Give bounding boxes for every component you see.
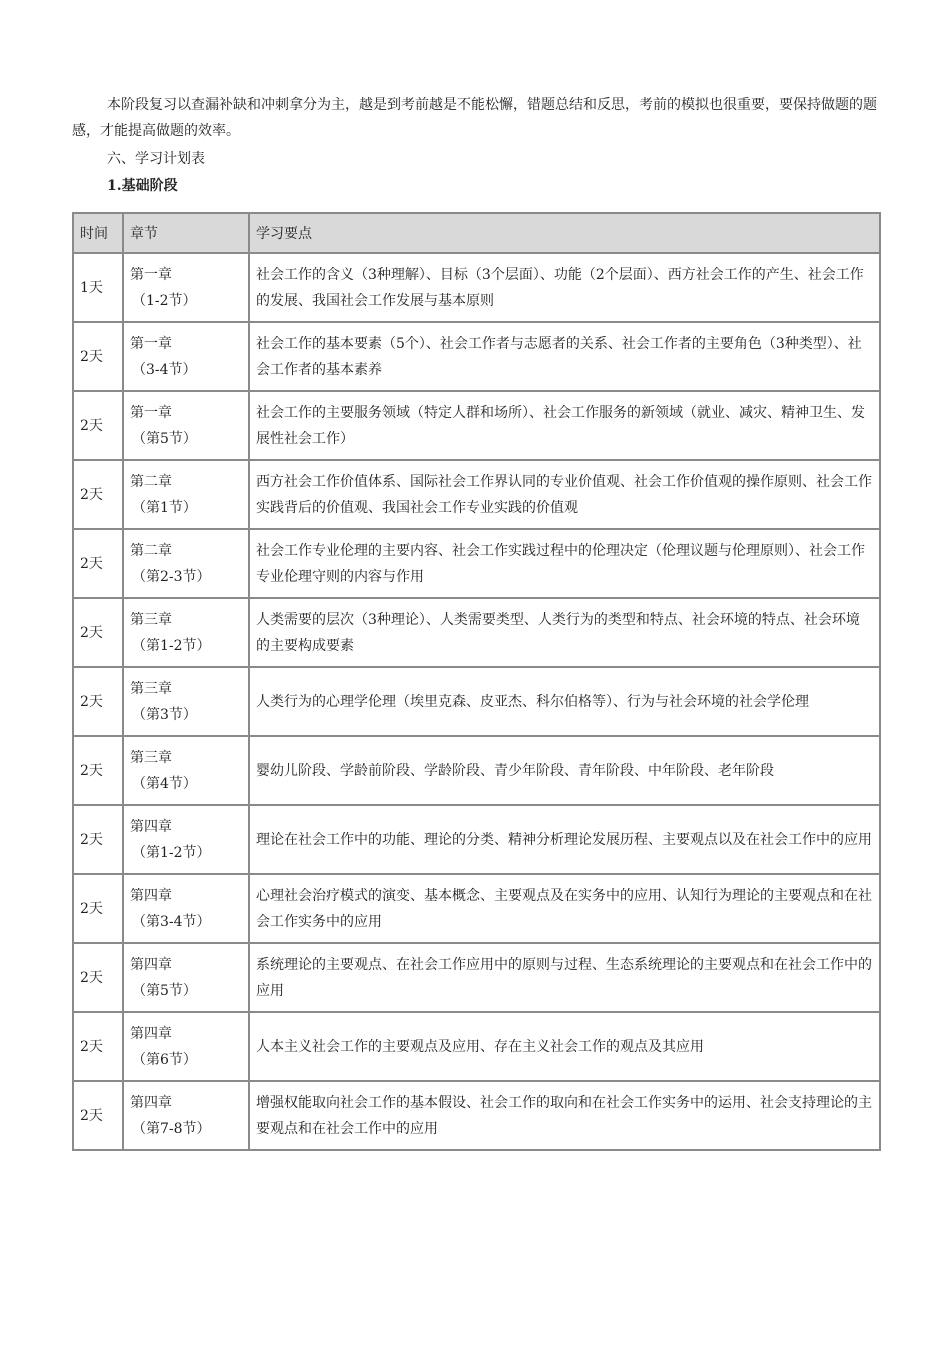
- header-chapter: 章节: [123, 213, 249, 253]
- cell-time: 2天: [73, 667, 123, 736]
- table-header-row: [73, 213, 880, 253]
- chapter-name: 第四章: [130, 1094, 172, 1111]
- chapter-section: （第5节）: [132, 982, 197, 999]
- chapter-section: （第3节）: [132, 706, 197, 723]
- chapter-name: 第一章: [130, 335, 172, 352]
- cell-chapter: [123, 391, 249, 460]
- cell-time: 2天: [73, 805, 123, 874]
- table-row: [73, 1081, 880, 1150]
- cell-points: 社会工作专业伦理的主要内容、社会工作实践过程中的伦理决定（伦理议题与伦理原则）、社会工作专业伦理守则的内容与作用: [249, 529, 880, 598]
- table-row: [73, 667, 880, 736]
- table-row: [73, 805, 880, 874]
- table-row: [73, 322, 880, 391]
- header-time: 时间: [73, 213, 123, 253]
- cell-time: 2天: [73, 736, 123, 805]
- cell-points: 西方社会工作价值体系、国际社会工作界认同的专业价值观、社会工作价值观的操作原则、社会工作实践背后的价值观、我国社会工作专业实践的价值观: [249, 460, 880, 529]
- chapter-section: （第2-3节）: [132, 568, 211, 585]
- cell-points: 人类需要的层次（3种理论）、人类需要类型、人类行为的类型和特点、社会环境的特点、社会环境的主要构成要素: [249, 598, 880, 667]
- cell-points: 社会工作的含义（3种理解）、目标（3个层面）、功能（2个层面）、西方社会工作的产生、社会工作的发展、我国社会工作发展与基本原则: [249, 253, 880, 322]
- cell-time: 1天: [73, 253, 123, 322]
- chapter-section: （3-4节）: [132, 361, 197, 378]
- cell-points: 社会工作的主要服务领域（特定人群和场所）、社会工作服务的新领域（就业、减灾、精神卫生、发展性社会工作）: [249, 391, 880, 460]
- cell-chapter: [123, 805, 249, 874]
- cell-chapter: [123, 943, 249, 1012]
- table-row: [73, 874, 880, 943]
- intro-paragraph: 本阶段复习以查漏补缺和冲刺拿分为主，越是到考前越是不能松懈，错题总结和反思，考前的模拟也很重要，要保持做题的题感，才能提高做题的效率。: [72, 97, 877, 139]
- cell-chapter: [123, 529, 249, 598]
- cell-time: 2天: [73, 322, 123, 391]
- cell-chapter: [123, 253, 249, 322]
- cell-points: 系统理论的主要观点、在社会工作应用中的原则与过程、生态系统理论的主要观点和在社会工作中的应用: [249, 943, 880, 1012]
- study-plan-table: [72, 212, 881, 1151]
- cell-time: 2天: [73, 943, 123, 1012]
- cell-chapter: [123, 598, 249, 667]
- chapter-name: 第三章: [130, 680, 172, 697]
- chapter-section: （第4节）: [132, 775, 197, 792]
- cell-points: 增强权能取向社会工作的基本假设、社会工作的取向和在社会工作实务中的运用、社会支持理论的主要观点和在社会工作中的应用: [249, 1081, 880, 1150]
- cell-points: 理论在社会工作中的功能、理论的分类、精神分析理论发展历程、主要观点以及在社会工作中的应用: [249, 805, 880, 874]
- header-points: 学习要点: [249, 213, 880, 253]
- table-row: [73, 391, 880, 460]
- table-row: [73, 1012, 880, 1081]
- chapter-name: 第一章: [130, 404, 172, 421]
- chapter-section: （第1-2节）: [132, 637, 211, 654]
- cell-points: 心理社会治疗模式的演变、基本概念、主要观点及在实务中的应用、认知行为理论的主要观点和在社会工作实务中的应用: [249, 874, 880, 943]
- section-heading: 六、学习计划表: [107, 151, 205, 167]
- cell-points: 人类行为的心理学伦理（埃里克森、皮亚杰、科尔伯格等）、行为与社会环境的社会学伦理: [249, 667, 880, 736]
- cell-time: 2天: [73, 874, 123, 943]
- cell-time: 2天: [73, 460, 123, 529]
- cell-time: 2天: [73, 1081, 123, 1150]
- cell-points: 人本主义社会工作的主要观点及应用、存在主义社会工作的观点及其应用: [249, 1012, 880, 1081]
- cell-chapter: [123, 874, 249, 943]
- chapter-name: 第二章: [130, 473, 172, 490]
- chapter-name: 第四章: [130, 1025, 172, 1042]
- sub-heading: 1.基础阶段: [107, 178, 178, 194]
- chapter-section: （第6节）: [132, 1051, 197, 1068]
- cell-chapter: [123, 322, 249, 391]
- cell-chapter: [123, 667, 249, 736]
- cell-points: 社会工作的基本要素（5个）、社会工作者与志愿者的关系、社会工作者的主要角色（3种类型）、社会工作者的基本素养: [249, 322, 880, 391]
- table-row: [73, 736, 880, 805]
- table-row: [73, 253, 880, 322]
- table-row: [73, 943, 880, 1012]
- chapter-name: 第四章: [130, 887, 172, 904]
- chapter-name: 第三章: [130, 749, 172, 766]
- chapter-name: 第四章: [130, 956, 172, 973]
- table-row: [73, 529, 880, 598]
- chapter-name: 第三章: [130, 611, 172, 628]
- table-row: [73, 598, 880, 667]
- cell-time: 2天: [73, 1012, 123, 1081]
- cell-time: 2天: [73, 391, 123, 460]
- chapter-name: 第一章: [130, 266, 172, 283]
- chapter-section: （第3-4节）: [132, 913, 211, 930]
- cell-time: 2天: [73, 529, 123, 598]
- chapter-name: 第四章: [130, 818, 172, 835]
- cell-points: 婴幼儿阶段、学龄前阶段、学龄阶段、青少年阶段、青年阶段、中年阶段、老年阶段: [249, 736, 880, 805]
- cell-chapter: [123, 460, 249, 529]
- cell-chapter: [123, 1012, 249, 1081]
- cell-chapter: [123, 736, 249, 805]
- table-row: [73, 460, 880, 529]
- chapter-section: （第1节）: [132, 499, 197, 516]
- cell-time: 2天: [73, 598, 123, 667]
- chapter-section: （第5节）: [132, 430, 197, 447]
- chapter-section: （第7-8节）: [132, 1120, 211, 1137]
- cell-chapter: [123, 1081, 249, 1150]
- chapter-section: （1-2节）: [132, 292, 197, 309]
- chapter-name: 第二章: [130, 542, 172, 559]
- chapter-section: （第1-2节）: [132, 844, 211, 861]
